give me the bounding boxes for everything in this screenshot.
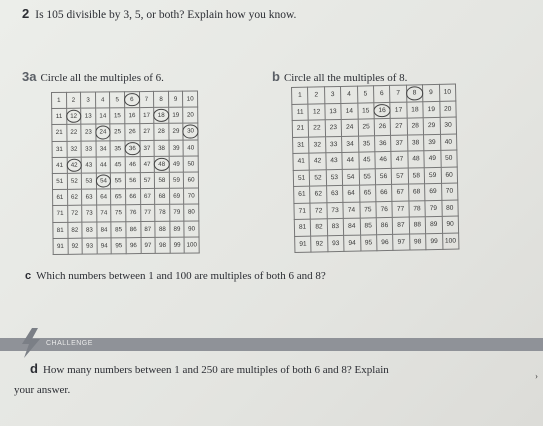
grid-cell: 27 — [391, 118, 408, 135]
grid-cell: 23 — [81, 124, 96, 140]
grid-cell: 29 — [169, 123, 184, 139]
grid-cell: 62 — [310, 186, 327, 203]
grid-cell: 7 — [139, 91, 154, 107]
grid-cell: 13 — [325, 103, 342, 120]
grid-cell: 77 — [140, 205, 155, 221]
grid-cell: 42 — [309, 153, 326, 170]
grid-cell: 71 — [53, 206, 68, 222]
grid-cell: 77 — [392, 201, 409, 218]
grid-cell: 59 — [169, 172, 184, 188]
grid-cell: 88 — [409, 217, 426, 234]
grid-cell: 30 — [183, 123, 198, 139]
grid-cell: 85 — [360, 218, 377, 235]
grid-cell: 35 — [110, 140, 125, 156]
grid-cell: 40 — [440, 134, 457, 151]
grid-cell: 50 — [184, 156, 199, 172]
grid-cell: 8 — [406, 85, 423, 102]
grid-cell: 65 — [359, 185, 376, 202]
grid-cell: 43 — [81, 157, 96, 173]
grid-cell: 92 — [311, 235, 328, 252]
grid-cell: 12 — [308, 103, 325, 120]
grid-cell: 49 — [169, 156, 184, 172]
grid-cell: 24 — [96, 124, 111, 140]
grid-cell: 9 — [423, 84, 440, 101]
grid-cell: 9 — [168, 91, 183, 107]
question-number: 2 — [22, 6, 30, 21]
grid-cell: 79 — [425, 200, 442, 217]
grid-cell: 52 — [310, 169, 327, 186]
grid-cell: 66 — [376, 184, 393, 201]
grid-cell: 6 — [124, 92, 139, 108]
grid-cell: 53 — [82, 173, 97, 189]
grid-cell: 39 — [169, 140, 184, 156]
grid-cell: 98 — [409, 233, 426, 250]
grid-cell: 90 — [442, 216, 459, 233]
question-number: c — [25, 270, 32, 282]
grid-cell: 99 — [170, 237, 185, 253]
grid-cell: 61 — [294, 186, 311, 203]
grid-row — [53, 204, 199, 222]
grid-cell: 41 — [52, 157, 67, 173]
grid-cell: 84 — [343, 218, 360, 235]
grid-cell: 22 — [66, 125, 81, 141]
grid-cell: 59 — [424, 167, 441, 184]
grid-cell: 36 — [125, 140, 140, 156]
grid-cell: 63 — [82, 189, 97, 205]
grid-cell: 26 — [374, 118, 391, 135]
grid-cell: 69 — [425, 183, 442, 200]
hundred-grid-multiples-of-6 — [51, 90, 200, 254]
grid-cell: 81 — [294, 219, 311, 236]
grid-cell: 3 — [324, 86, 341, 103]
grid-cell: 94 — [344, 235, 361, 252]
grid-cell: 66 — [125, 189, 140, 205]
lightning-bolt-icon — [18, 328, 44, 358]
grid-cell: 18 — [407, 101, 424, 118]
grid-cell: 57 — [392, 168, 409, 185]
grid-cell: 8 — [154, 91, 169, 107]
grid-cell: 95 — [111, 237, 126, 253]
grid-cell: 78 — [155, 205, 170, 221]
grid-cell: 29 — [423, 117, 440, 134]
grid-cell: 34 — [342, 136, 359, 153]
grid-cell: 16 — [374, 102, 391, 119]
question-2 — [22, 6, 296, 21]
grid-cell: 5 — [357, 86, 374, 103]
grid-cell: 33 — [325, 136, 342, 153]
grid-cell: 14 — [95, 108, 110, 124]
grid-cell: 100 — [442, 233, 459, 250]
grid-cell: 20 — [183, 107, 198, 123]
grid-cell: 97 — [393, 234, 410, 251]
grid-cell: 84 — [97, 221, 112, 237]
grid-cell: 33 — [81, 141, 96, 157]
grid-cell: 51 — [52, 173, 67, 189]
grid-cell: 51 — [293, 170, 310, 187]
grid-cell: 100 — [184, 237, 199, 253]
grid-cell: 3 — [81, 92, 96, 108]
margin-mark: › — [535, 371, 538, 381]
grid-cell: 80 — [184, 204, 199, 220]
grid-cell: 58 — [155, 172, 170, 188]
grid-cell: 1 — [292, 87, 309, 104]
grid-cell: 92 — [68, 238, 83, 254]
grid-cell: 32 — [67, 141, 82, 157]
grid-cell: 31 — [293, 137, 310, 154]
grid-cell: 41 — [293, 153, 310, 170]
grid-cell: 91 — [295, 236, 312, 253]
grid-cell: 75 — [111, 205, 126, 221]
grid-cell: 60 — [441, 167, 458, 184]
grid-cell: 2 — [66, 92, 81, 108]
grid-cell: 44 — [342, 152, 359, 169]
grid-cell: 47 — [140, 156, 155, 172]
grid-cell: 70 — [441, 183, 458, 200]
grid-cell: 93 — [82, 238, 97, 254]
grid-cell: 23 — [325, 119, 342, 136]
grid-cell: 21 — [292, 120, 309, 137]
grid-cell: 19 — [423, 101, 440, 118]
grid-cell: 1 — [52, 92, 67, 108]
grid-cell: 13 — [81, 108, 96, 124]
grid-cell: 11 — [292, 104, 309, 121]
grid-cell: 76 — [376, 201, 393, 218]
grid-row — [53, 220, 199, 238]
grid-cell: 45 — [111, 156, 126, 172]
question-3d-continued: your answer. — [14, 384, 71, 396]
grid-cell: 98 — [155, 237, 170, 253]
grid-cell: 76 — [126, 205, 141, 221]
grid-row — [53, 237, 199, 255]
grid-cell: 85 — [111, 221, 126, 237]
grid-cell: 6 — [373, 85, 390, 102]
grid-cell: 47 — [391, 151, 408, 168]
grid-cell: 90 — [184, 220, 199, 236]
grid-cell: 78 — [409, 200, 426, 217]
grid-cell: 37 — [140, 140, 155, 156]
question-number: 3a — [22, 69, 37, 84]
question-text: How many numbers between 1 and 250 are multiples of both 6 and 8? Explain — [42, 364, 389, 376]
grid-cell: 46 — [125, 156, 140, 172]
grid-cell: 45 — [358, 152, 375, 169]
grid-cell: 79 — [169, 204, 184, 220]
grid-cell: 11 — [52, 109, 67, 125]
grid-cell: 95 — [360, 234, 377, 251]
grid-cell: 68 — [155, 188, 170, 204]
question-3d — [30, 361, 389, 376]
grid-cell: 42 — [67, 157, 82, 173]
grid-cell: 52 — [67, 173, 82, 189]
grid-cell: 64 — [343, 185, 360, 202]
grid-cell: 16 — [125, 108, 140, 124]
grid-cell: 10 — [439, 84, 456, 101]
grid-cell: 34 — [96, 140, 111, 156]
grid-row — [295, 233, 459, 253]
grid-row — [52, 91, 198, 109]
grid-cell: 82 — [67, 222, 82, 238]
grid-cell: 65 — [111, 189, 126, 205]
question-text: Circle all the multiples of 8. — [283, 72, 408, 84]
grid-cell: 36 — [374, 135, 391, 152]
grid-cell: 72 — [310, 202, 327, 219]
grid-cell: 32 — [309, 136, 326, 153]
grid-cell: 19 — [168, 107, 183, 123]
grid-cell: 28 — [154, 124, 169, 140]
grid-row — [52, 140, 198, 158]
grid-cell: 38 — [154, 140, 169, 156]
grid-cell: 56 — [125, 173, 140, 189]
grid-cell: 63 — [326, 185, 343, 202]
question-3b — [272, 69, 407, 84]
grid-cell: 67 — [392, 184, 409, 201]
grid-cell: 83 — [327, 218, 344, 235]
grid-cell: 43 — [326, 152, 343, 169]
grid-cell: 53 — [326, 169, 343, 186]
grid-cell: 15 — [110, 108, 125, 124]
grid-cell: 39 — [424, 134, 441, 151]
grid-cell: 74 — [96, 205, 111, 221]
grid-cell: 75 — [359, 201, 376, 218]
grid-cell: 57 — [140, 172, 155, 188]
grid-cell: 14 — [341, 103, 358, 120]
grid-cell: 87 — [140, 221, 155, 237]
grid-row — [53, 188, 199, 206]
question-text: Circle all the multiples of 6. — [40, 72, 164, 84]
grid-cell: 91 — [53, 238, 68, 254]
grid-cell: 50 — [440, 150, 457, 167]
grid-cell: 7 — [390, 85, 407, 102]
grid-cell: 96 — [126, 237, 141, 253]
grid-cell: 86 — [376, 217, 393, 234]
question-number: d — [30, 361, 38, 376]
grid-cell: 64 — [96, 189, 111, 205]
grid-cell: 97 — [141, 237, 156, 253]
grid-cell: 99 — [426, 233, 443, 250]
grid-cell: 89 — [170, 221, 185, 237]
grid-cell: 72 — [67, 205, 82, 221]
grid-cell: 4 — [341, 86, 358, 103]
grid-cell: 62 — [67, 189, 82, 205]
grid-cell: 86 — [126, 221, 141, 237]
grid-cell: 31 — [52, 141, 67, 157]
grid-cell: 69 — [169, 188, 184, 204]
grid-cell: 38 — [407, 134, 424, 151]
grid-cell: 73 — [327, 202, 344, 219]
grid-cell: 67 — [140, 189, 155, 205]
grid-row — [52, 156, 198, 174]
grid-cell: 54 — [96, 173, 111, 189]
grid-cell: 17 — [139, 108, 154, 124]
grid-cell: 30 — [440, 117, 457, 134]
grid-cell: 60 — [184, 172, 199, 188]
grid-row — [52, 123, 198, 141]
grid-cell: 83 — [82, 222, 97, 238]
grid-cell: 22 — [309, 120, 326, 137]
grid-cell: 2 — [308, 87, 325, 104]
grid-cell: 49 — [424, 150, 441, 167]
grid-cell: 94 — [97, 238, 112, 254]
challenge-label: CHALLENGE — [46, 340, 93, 347]
hundred-grid-multiples-of-8 — [291, 84, 459, 253]
grid-cell: 27 — [139, 124, 154, 140]
grid-cell: 54 — [342, 169, 359, 186]
grid-cell: 55 — [359, 168, 376, 185]
grid-cell: 28 — [407, 118, 424, 135]
grid-cell: 48 — [408, 151, 425, 168]
grid-cell: 96 — [377, 234, 394, 251]
grid-cell: 20 — [439, 101, 456, 118]
grid-cell: 48 — [154, 156, 169, 172]
grid-cell: 18 — [154, 107, 169, 123]
grid-row — [52, 172, 198, 190]
grid-cell: 10 — [183, 91, 198, 107]
grid-cell: 71 — [294, 203, 311, 220]
grid-cell: 46 — [375, 151, 392, 168]
grid-cell: 70 — [184, 188, 199, 204]
grid-cell: 26 — [125, 124, 140, 140]
grid-cell: 93 — [327, 235, 344, 252]
grid-cell: 80 — [441, 200, 458, 217]
grid-cell: 5 — [110, 92, 125, 108]
question-number: b — [272, 69, 280, 84]
grid-row — [52, 107, 198, 125]
grid-cell: 88 — [155, 221, 170, 237]
grid-cell: 56 — [375, 168, 392, 185]
grid-cell: 25 — [110, 124, 125, 140]
grid-cell: 87 — [393, 217, 410, 234]
grid-cell: 21 — [52, 125, 67, 141]
grid-cell: 58 — [408, 167, 425, 184]
question-3c — [25, 270, 326, 282]
grid-cell: 55 — [111, 173, 126, 189]
grid-cell: 61 — [53, 189, 68, 205]
grid-cell: 44 — [96, 157, 111, 173]
grid-cell: 12 — [66, 108, 81, 124]
grid-cell: 35 — [358, 135, 375, 152]
grid-cell: 40 — [183, 140, 198, 156]
question-3a — [22, 69, 164, 84]
grid-cell: 89 — [425, 216, 442, 233]
question-text: Is 105 divisible by 3, 5, or both? Explain how you know. — [35, 9, 297, 21]
grid-cell: 82 — [311, 219, 328, 236]
grid-cell: 37 — [391, 135, 408, 152]
grid-cell: 73 — [82, 205, 97, 221]
grid-cell: 68 — [408, 184, 425, 201]
grid-cell: 81 — [53, 222, 68, 238]
grid-cell: 74 — [343, 202, 360, 219]
grid-cell: 24 — [341, 119, 358, 136]
grid-cell: 17 — [390, 102, 407, 119]
question-text: Which numbers between 1 and 100 are multiples of both 6 and 8? — [36, 270, 326, 282]
grid-cell: 15 — [357, 102, 374, 119]
grid-cell: 25 — [358, 119, 375, 136]
grid-cell: 4 — [95, 92, 110, 108]
